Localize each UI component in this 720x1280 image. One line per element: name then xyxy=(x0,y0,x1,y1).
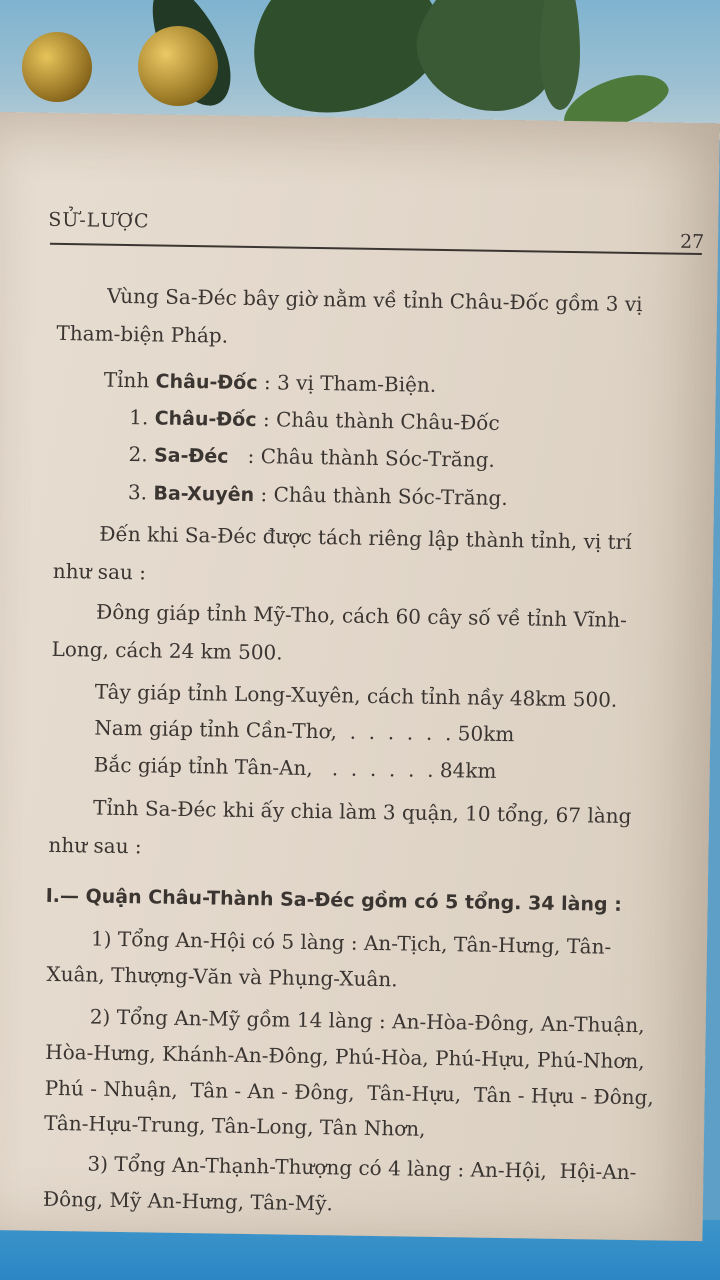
text-line: Đến khi Sa-Đéc được tách riêng lập thành tỉnh, vị trí xyxy=(99,521,632,554)
district-name: Sa-Đéc xyxy=(153,444,229,468)
text-line: 1) Tổng An-Hội có 5 làng : An-Tịch, Tân-Hưng, Tân- xyxy=(90,926,612,959)
text-line: Đông giáp tỉnh Mỹ-Tho, cách 60 cây số về tỉnh Vĩnh- xyxy=(95,599,628,632)
text-line: Tỉnh Sa-Đéc khi ấy chia làm 3 quận, 10 tổng, 67 làng xyxy=(92,795,632,829)
province-name: Châu-Đốc xyxy=(155,370,258,395)
list-number: 2. xyxy=(128,442,155,467)
text-line: 3) Tổng An-Thạnh-Thượng có 4 làng : An-Hội, Hội-An- xyxy=(87,1151,637,1185)
text-line: Long, cách 24 km 500. xyxy=(51,636,283,665)
district-name: Ba-Xuyên xyxy=(153,482,255,507)
text-line: Tân-Hựu-Trung, Tân-Long, Tân Nhơn, xyxy=(43,1110,426,1141)
district-name: Châu-Đốc xyxy=(154,407,257,432)
text-span: Tỉnh xyxy=(103,367,156,393)
section-heading: I.— Quận Châu-Thành Sa-Đéc gồm có 5 tổng. 34 làng : xyxy=(45,884,622,916)
text-line: Đông, Mỹ An-Hưng, Tân-Mỹ. xyxy=(42,1186,334,1216)
text-span: : Châu thành Sóc-Trăng. xyxy=(253,482,508,511)
gold-ornament xyxy=(138,26,218,106)
list-number: 3. xyxy=(127,480,154,505)
text-line: như sau : xyxy=(48,832,142,859)
page-number: 27 xyxy=(679,230,705,254)
text-line: Tham-biện Pháp. xyxy=(56,320,229,348)
header-rule xyxy=(50,243,702,255)
gold-ornament xyxy=(22,32,92,102)
text-span: : Châu thành Sóc-Trăng. xyxy=(228,443,496,472)
text-line: Vùng Sa-Đéc bây giờ nằm về tỉnh Châu-Đốc gồm 3 vị xyxy=(106,283,643,317)
text-line: Tây giáp tỉnh Long-Xuyên, cách tỉnh nầy 48km 500. xyxy=(94,679,618,712)
list-item xyxy=(129,407,500,434)
book-page xyxy=(0,112,720,1241)
plant-leaf xyxy=(540,0,580,110)
text-line: Bắc giáp tỉnh Tân-An, . . . . . . 84km xyxy=(93,752,497,783)
text-span: : 3 vị Tham-Biện. xyxy=(257,370,437,397)
list-item xyxy=(128,444,495,471)
list-item xyxy=(128,482,508,509)
text-line: Xuân, Thượng-Văn và Phụng-Xuân. xyxy=(46,961,398,992)
running-header-title: SỬ-LƯỢC xyxy=(48,208,150,233)
text-line: Hòa-Hưng, Khánh-An-Đông, Phú-Hòa, Phú-Hựu, Phú-Nhơn, xyxy=(45,1039,645,1074)
text-span: : Châu thành Châu-Đốc xyxy=(256,407,500,435)
list-number: 1. xyxy=(129,405,155,430)
text-line: Nam giáp tỉnh Cần-Thơ, . . . . . . 50km xyxy=(94,715,515,747)
text-line: Phú - Nhuận, Tân - An - Đông, Tân-Hựu, Tân - Hựu - Đông, xyxy=(44,1075,654,1110)
text-line xyxy=(103,367,437,397)
text-line: 2) Tổng An-Mỹ gồm 14 làng : An-Hòa-Đông, An-Thuận, xyxy=(89,1004,645,1038)
text-line: như sau : xyxy=(52,558,147,585)
